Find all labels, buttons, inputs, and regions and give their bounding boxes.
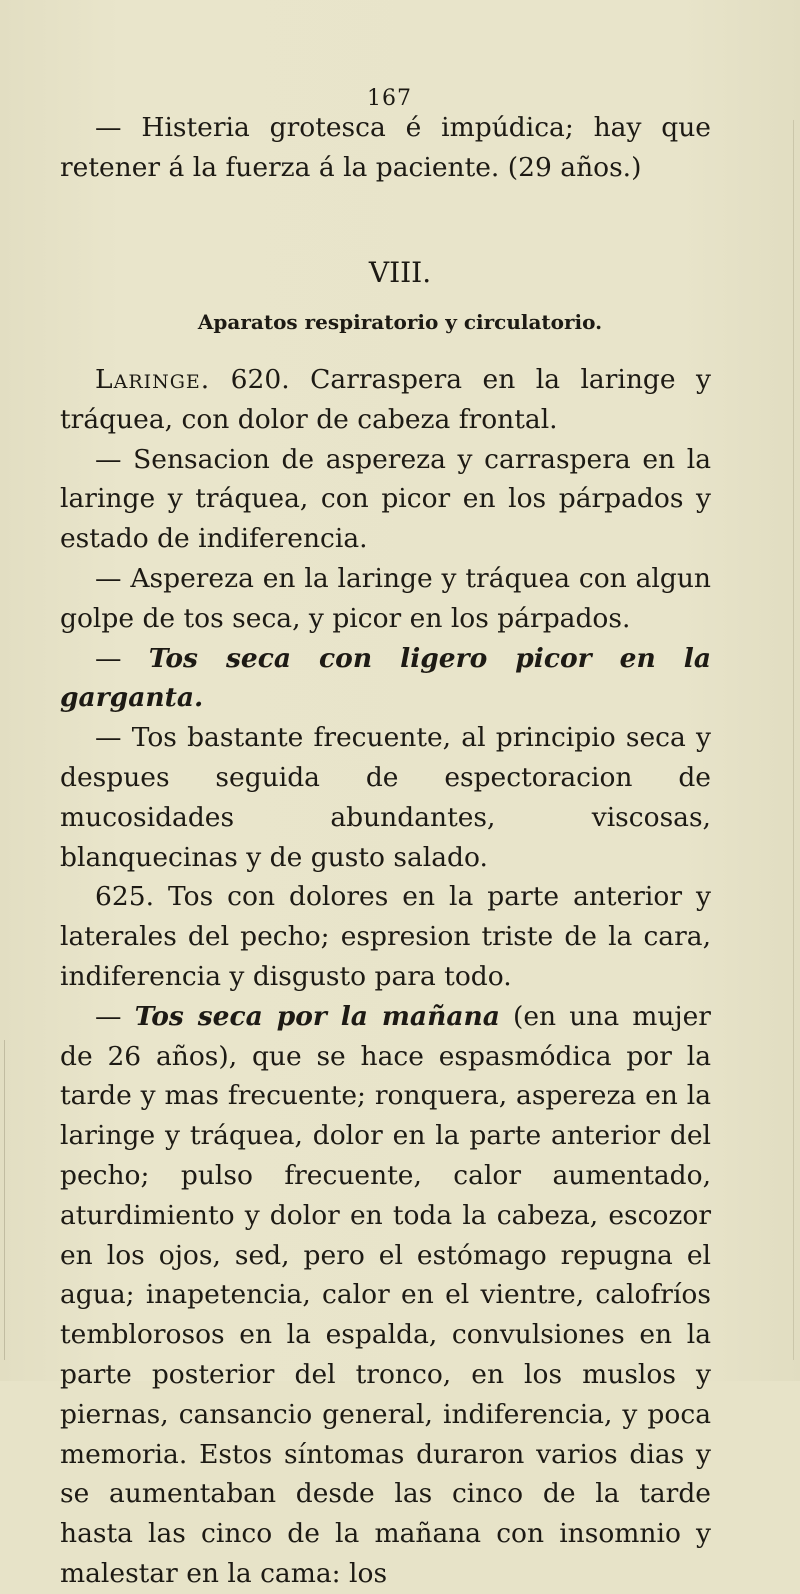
dash: —	[95, 1000, 135, 1032]
paragraph: — Sensacion de aspereza y carraspera en la laringe y tráquea, con picor en los párpados y estado de indiferencia.	[60, 443, 711, 555]
page-edge	[793, 120, 794, 1360]
section-keyword: Laringe.	[95, 364, 211, 395]
main-text	[60, 360, 711, 1594]
paragraph-text: — Histeria grotesca é impúdica; hay que retener á la fuerza á la paciente. (29 años.)	[60, 112, 711, 183]
binding-shadow	[4, 1040, 5, 1360]
opening-paragraph	[60, 108, 711, 188]
paragraph-laringe	[60, 360, 711, 440]
section-number: VIII.	[368, 256, 432, 289]
paragraph: 625. Tos con dolores en la parte anterior y laterales del pecho; espresion triste de la cara, indiferencia y disgusto para todo.	[60, 881, 711, 992]
section-title: Aparatos respiratorio y circulatorio.	[197, 310, 603, 334]
paragraph-text: (en una mujer de 26 años), que se hace espasmódica por la tarde y mas frecuente; ronquera, aspereza en la laringe y tráquea, dolor en la parte anterior del pecho; pulso frecuente, calor aumentado, aturdimiento y dolor en toda la cabeza, escozor en los ojos, sed, pero el estómago repugna el agua; inapetencia, calor en el vientre, calofríos temblorosos en la espalda, convulsiones en la parte posterior del tronco, en los muslos y piernas, cansancio general, indiferencia, y poca memoria. Estos síntomas duraron varios dias y se aumentaban desde las cinco de la tarde hasta las cinco de la mañana con insomnio y malestar en la cama: los	[60, 1000, 711, 1589]
paragraph: — Tos bastante frecuente, al principio seca y despues seguida de espectoracion de mucosidades abundantes, viscosas, blanquecinas y de gusto salado.	[60, 722, 711, 873]
page-number: 167	[367, 86, 412, 111]
paragraph-tos-manana	[60, 997, 711, 1594]
dash: —	[95, 642, 149, 674]
italic-symptom: Tos seca por la mañana	[134, 1000, 500, 1032]
paragraph-italic-symptom	[60, 639, 711, 719]
italic-symptom: Tos seca con ligero picor en la garganta.	[60, 642, 711, 714]
paragraph: — Aspereza en la laringe y tráquea con algun golpe de tos seca, y picor en los párpados.	[60, 562, 711, 634]
paragraph-text: 620. Carraspera en la laringe y tráquea, con dolor de cabeza frontal.	[60, 364, 711, 435]
